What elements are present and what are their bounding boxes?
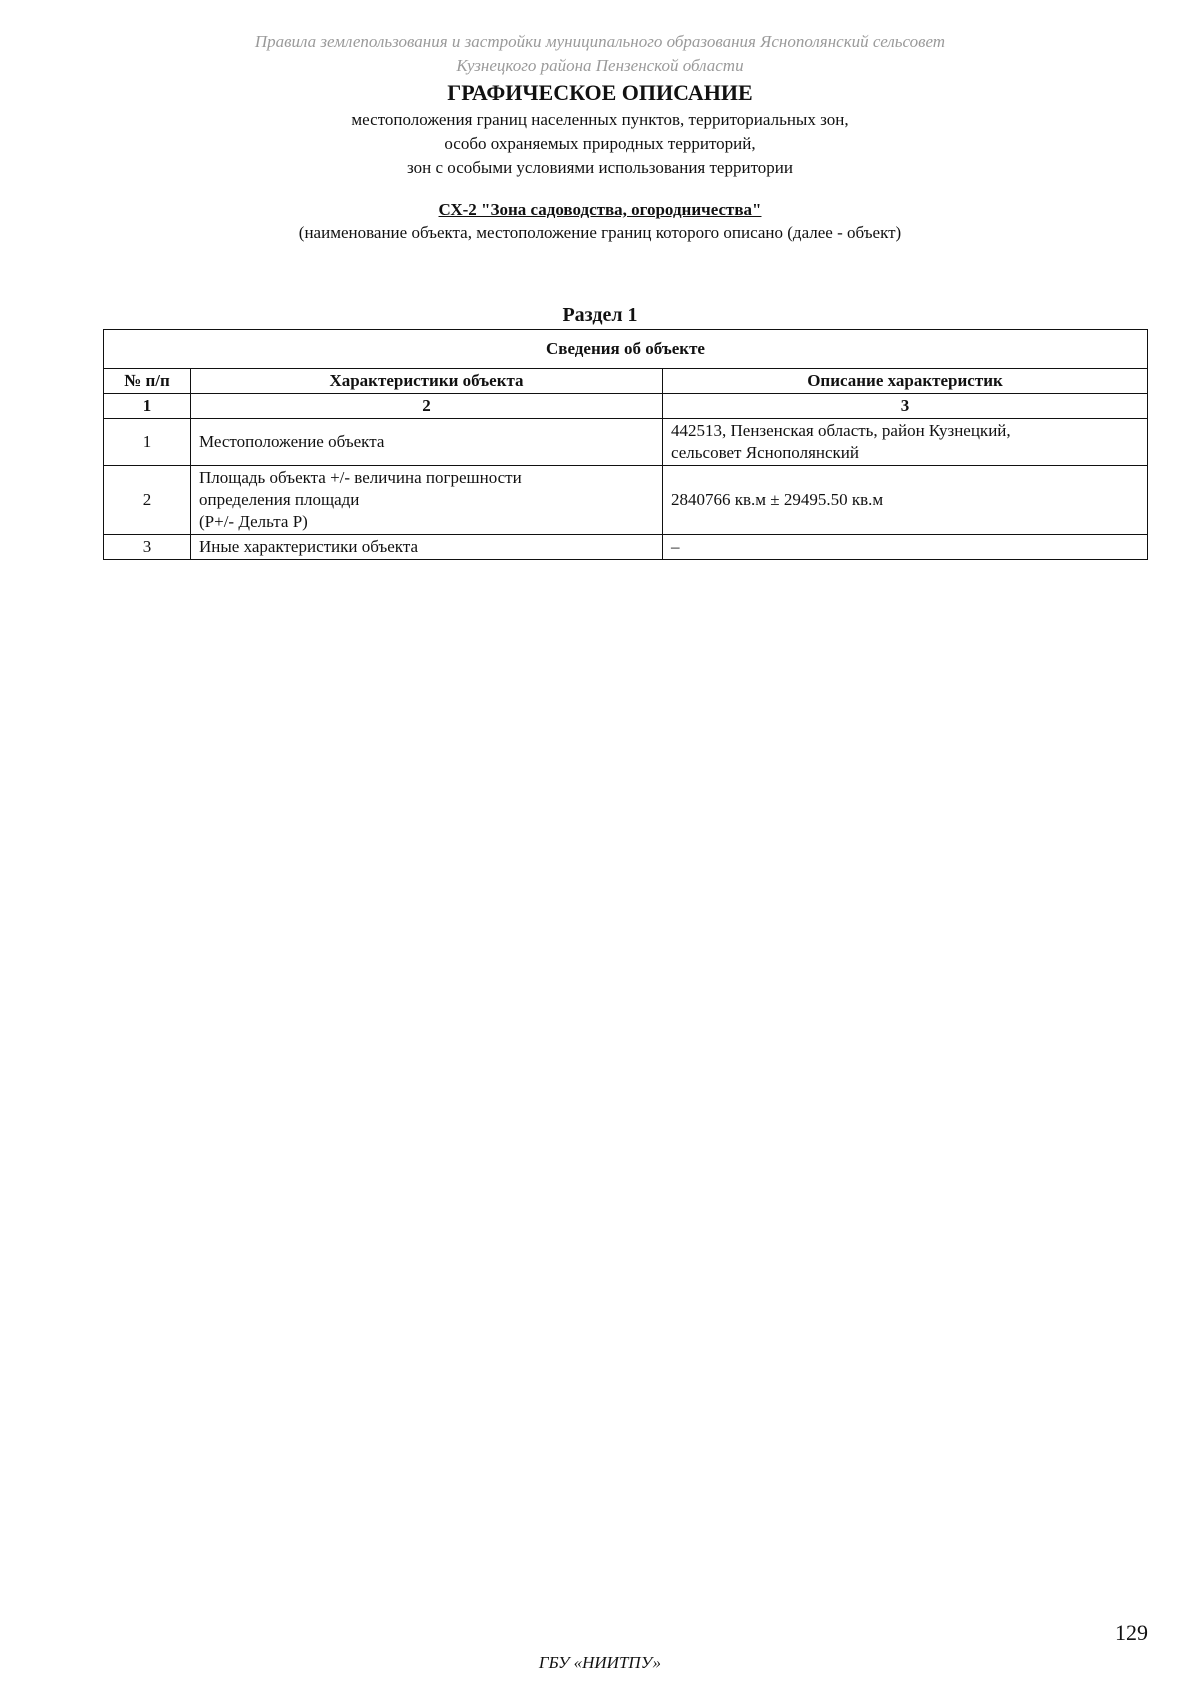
column-number-2: 2 xyxy=(191,394,663,419)
object-info-table xyxy=(103,329,1148,560)
column-number-row xyxy=(104,394,1148,419)
row-characteristic xyxy=(191,419,663,466)
row-number: 1 xyxy=(104,419,191,466)
row-number: 2 xyxy=(104,466,191,535)
table-row xyxy=(104,535,1148,560)
row-characteristic-line: Местоположение объекта xyxy=(199,432,385,451)
document-title: ГРАФИЧЕСКОЕ ОПИСАНИЕ xyxy=(447,80,753,105)
footer-organization: ГБУ «НИИТПУ» xyxy=(538,1653,662,1672)
row-number: 3 xyxy=(104,535,191,560)
running-header xyxy=(0,30,1200,78)
row-description xyxy=(663,419,1148,466)
row-description xyxy=(663,535,1148,560)
section-title: Раздел 1 xyxy=(562,304,638,326)
row-characteristic-line: Иные характеристики объекта xyxy=(199,537,419,556)
header-number: № п/п xyxy=(104,369,191,394)
row-characteristic xyxy=(191,466,663,535)
running-header-line-1: Правила землепользования и застройки муниципального образования Яснополянский сельсовет xyxy=(254,32,946,51)
table-caption-row xyxy=(104,330,1148,369)
row-characteristic-line: определения площади xyxy=(199,490,360,509)
document-subtitle xyxy=(0,108,1200,180)
running-header-line-2: Кузнецкого района Пензенской области xyxy=(456,56,744,75)
table-row xyxy=(104,419,1148,466)
row-characteristic-line: Площадь объекта +/- величина погрешности xyxy=(199,468,522,487)
row-description xyxy=(663,466,1148,535)
page-number: 129 xyxy=(1115,1620,1148,1645)
table-row xyxy=(104,466,1148,535)
row-characteristic-line: (Р+/- Дельта Р) xyxy=(199,512,308,531)
table-header-row xyxy=(104,369,1148,394)
row-description-line: – xyxy=(671,537,680,556)
object-caption: (наименование объекта, местоположение границ которого описано (далее - объект) xyxy=(298,223,902,242)
column-number-1: 1 xyxy=(104,394,191,419)
object-name-block xyxy=(0,199,1200,221)
header-characteristic: Характеристики объекта xyxy=(191,369,663,394)
column-number-3: 3 xyxy=(663,394,1148,419)
row-description-line: 2840766 кв.м ± 29495.50 кв.м xyxy=(671,490,884,509)
header-description: Описание характеристик xyxy=(663,369,1148,394)
row-description-line: сельсовет Яснополянский xyxy=(671,443,859,462)
row-characteristic xyxy=(191,535,663,560)
subtitle-line-1: местоположения границ населенных пунктов, территориальных зон, xyxy=(351,110,849,129)
subtitle-line-3: зон с особыми условиями использования территории xyxy=(407,158,793,177)
row-description-line: 442513, Пензенская область, район Кузнецкий, xyxy=(671,421,1011,440)
object-name: СХ-2 "Зона садоводства, огородничества" xyxy=(438,200,762,219)
table-caption: Сведения об объекте xyxy=(104,330,1148,369)
subtitle-line-2: особо охраняемых природных территорий, xyxy=(444,134,756,153)
